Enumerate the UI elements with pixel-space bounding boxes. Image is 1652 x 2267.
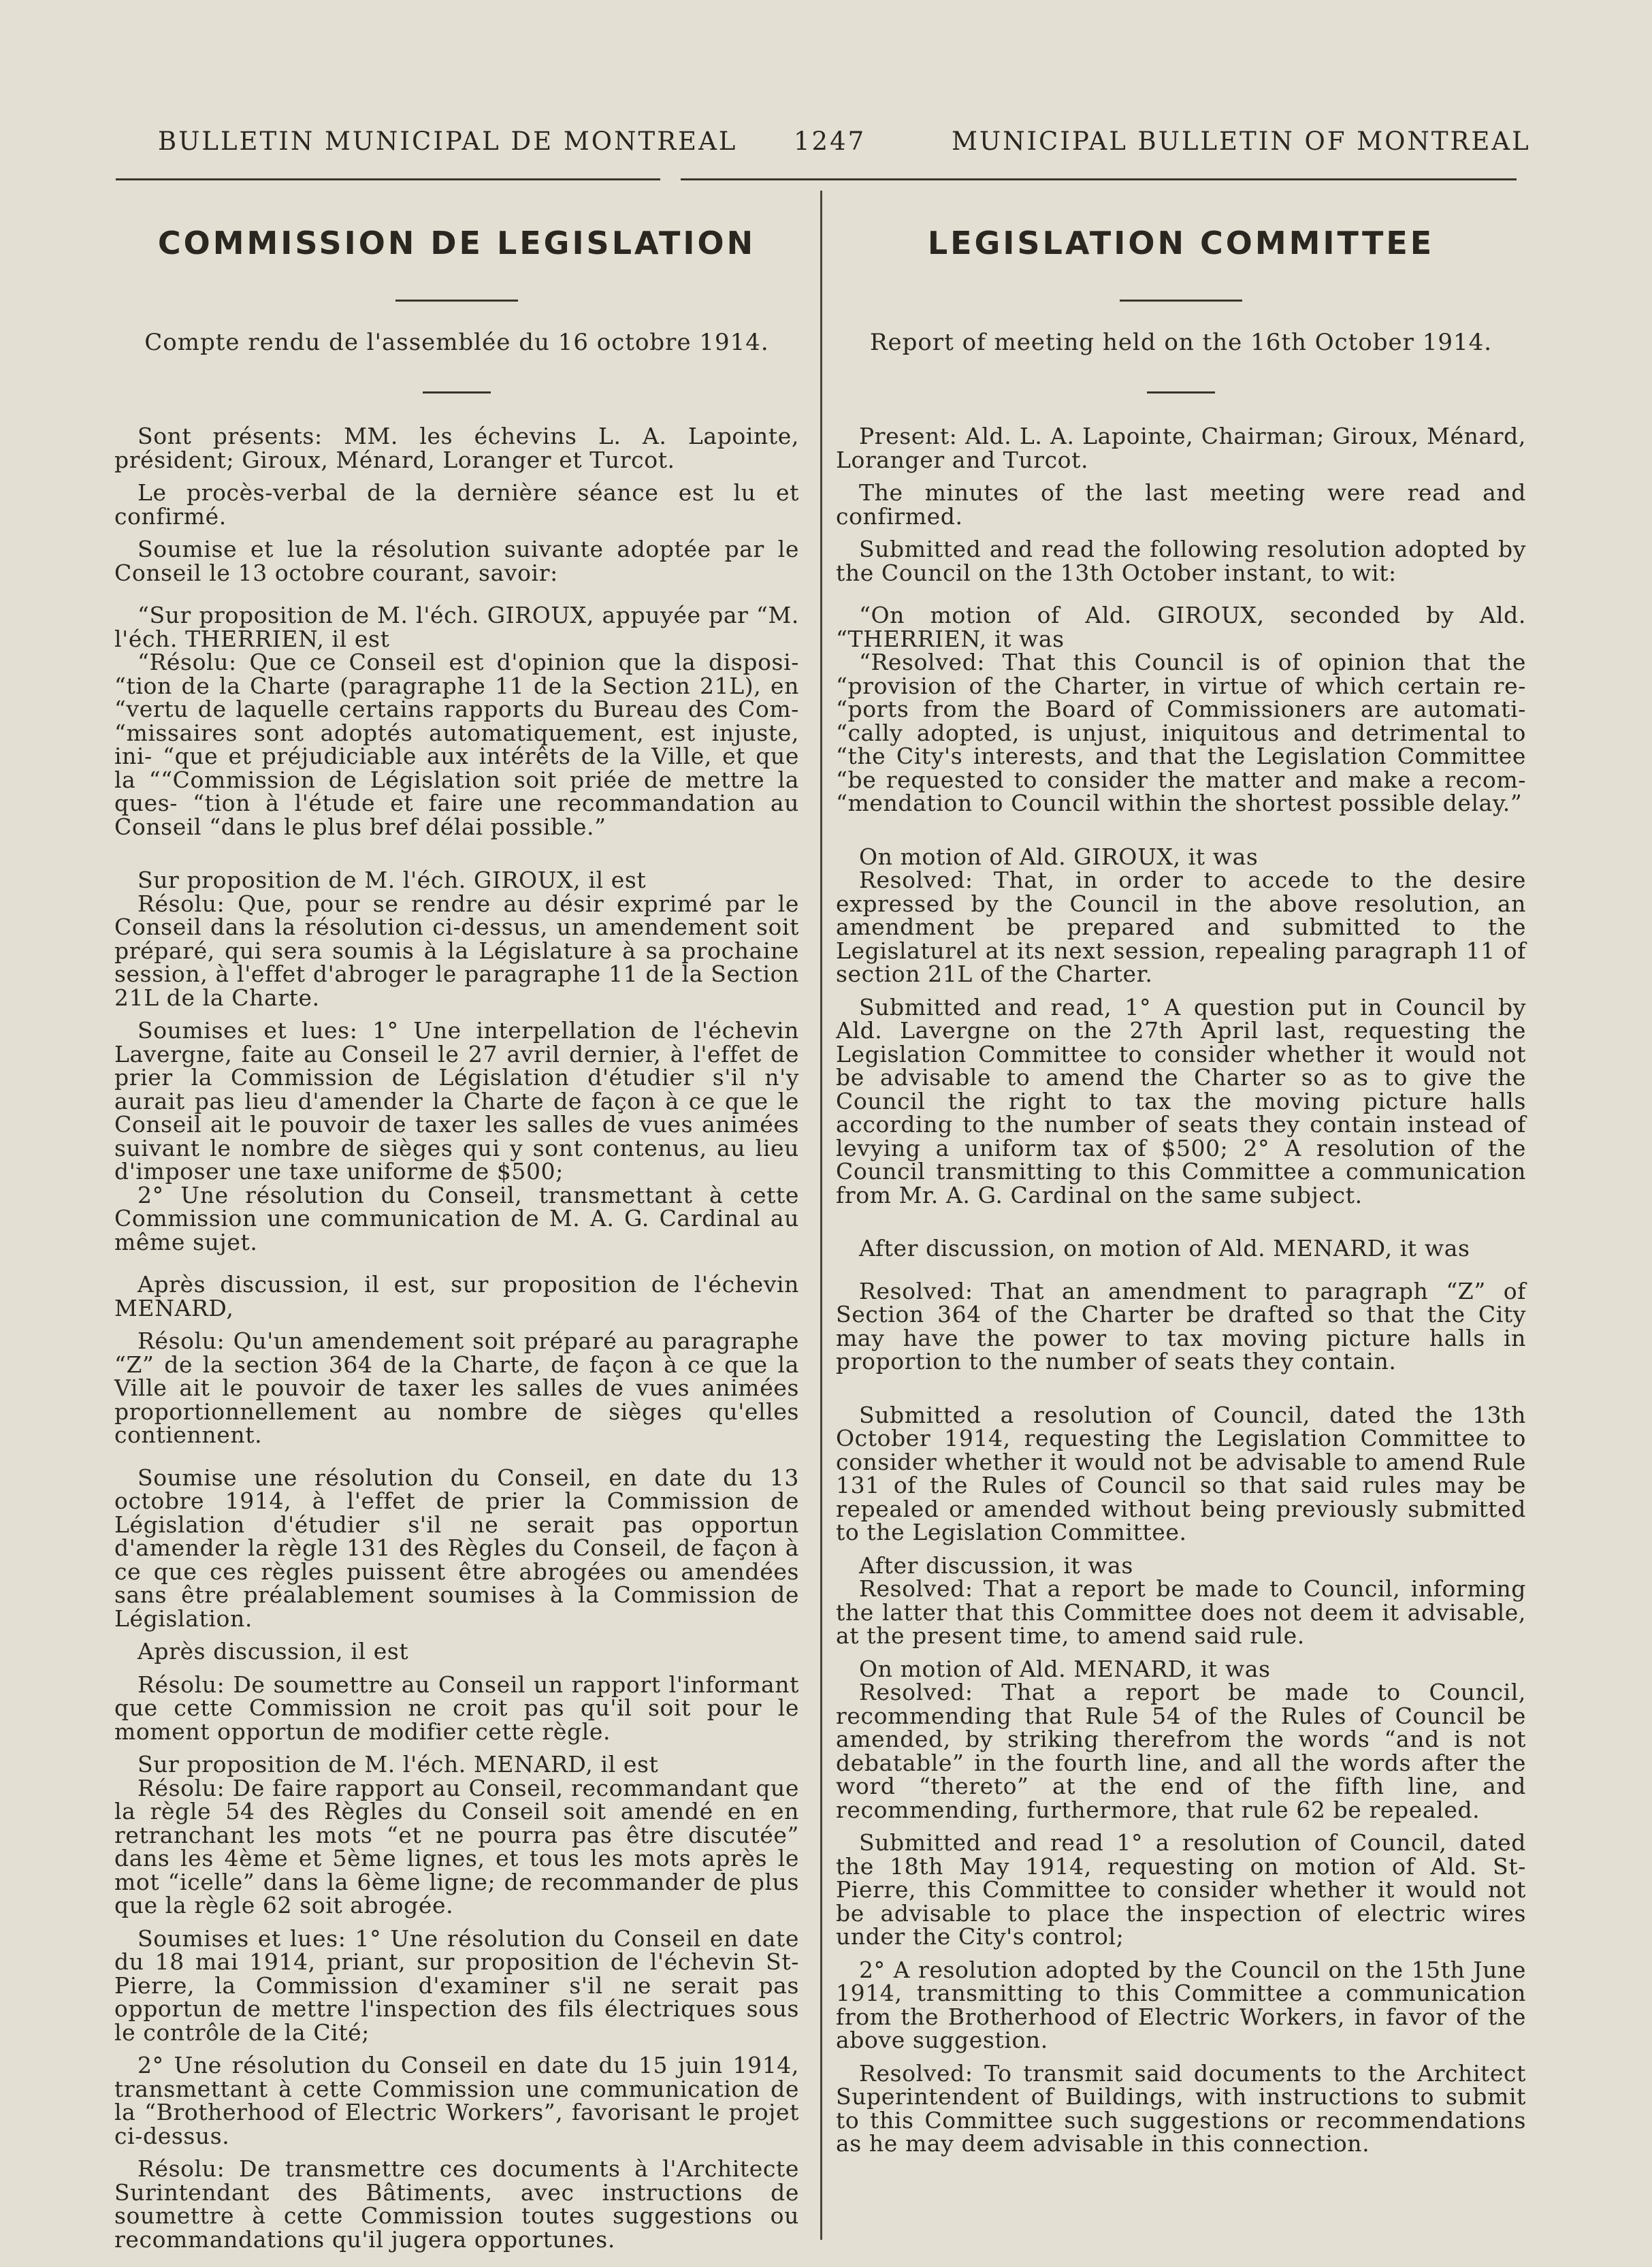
paragraph: After discussion, on motion of Ald. MENARD, it was	[859, 1235, 1470, 1261]
paragraph: “Sur proposition de M. l'éch. GIROUX, appuyée par “M. l'éch. THERRIEN, il est	[114, 602, 799, 652]
english-column	[836, 204, 1526, 2156]
header-left: BULLETIN MUNICIPAL DE MONTREAL	[158, 127, 738, 156]
paragraph: Résolu: Que, pour se rendre au désir exprimé par le Conseil dans la résolution ci-dessus, un amendement soit préparé, qui sera soumis à la Législature à sa prochaine session, à l'effet d'abroger le paragraphe 11 de la Section 21L de la Charte.	[114, 890, 799, 1011]
paragraph: Submitted and read 1° a resolution of Council, dated the 18th May 1914, requesting on motion of Ald. St-Pierre, this Committee to consider whether it would not be advisable to place the inspection of electric wires under the City's control;	[836, 1829, 1526, 1950]
page-number: 1247	[794, 127, 867, 156]
paragraph: Soumises et lues: 1° Une résolution du Conseil en date du 18 mai 1914, priant, sur proposition de l'échevin St-Pierre, la Commission d'examiner s'il ne serait pas opportun de mettre l'inspection des fils électriques sous le contrôle de la Cité;	[114, 1925, 799, 2046]
paragraph: After discussion, it was	[859, 1551, 1133, 1579]
title-rule	[395, 300, 518, 302]
paragraph: “Resolved: That this Council is of opinion that the “provision of the Charter, in virtue of which certain re- “ports from the Board of Commissioners are automati- “cally adopted, is unjust, iniquitous and detrimental to “the City's interests, and that the Legislation Committee “be requested to consider the matter and make a recom- “mendation to Council within the shortest possible delay.”	[836, 649, 1526, 816]
paragraph: The minutes of the last meeting were read and confirmed.	[836, 479, 1526, 530]
paragraph: Submitted and read the following resolution adopted by the Council on the 13th October instant, to wit:	[836, 536, 1526, 586]
paragraph: Résolu: Qu'un amendement soit préparé au paragraphe “Z” de la section 364 de la Charte, de façon à ce que la Ville ait le pouvoir de taxer les salles de vues animées proportionnellement au nombre de sièges qu'elles contiennent.	[114, 1328, 799, 1448]
paragraph: Resolved: That, in order to accede to the desire expressed by the Council in the above resolution, an amendment be prepared and submitted to the Legislaturel at its next session, repealing paragraph 11 of section 21L of the Charter.	[836, 867, 1526, 987]
paragraph: 2° A resolution adopted by the Council on the 15th June 1914, transmitting to this Committee a communication from the Brotherhood of Electric Workers, in favor of the above suggestion.	[836, 1956, 1526, 2053]
paragraph: Resolved: To transmit said documents to the Architect Superintendent of Buildings, with instructions to submit to this Committee such suggestions or recommendations as he may deem advisable in this connection.	[836, 2059, 1526, 2157]
paragraph: Résolu: De faire rapport au Conseil, recommandant que la règle 54 des Règles du Conseil soit amendé en en retranchant les mots “et ne pourra pas être discutée” dans les 4ème et 5ème lignes, et tous les mots après le mot “icelle” dans la 6ème ligne; de recommander de plus que la règle 62 soit abrogée.	[114, 1774, 799, 1918]
paragraph: Après discussion, il est, sur proposition de l'échevin MENARD,	[114, 1271, 799, 1321]
paragraph: Resolved: That an amendment to paragraph “Z” of Section 364 of the Charter be drafted so that the City may have the power to tax moving picture halls in proportion to the number of seats they contain.	[836, 1277, 1526, 1374]
header-right: MUNICIPAL BULLETIN OF MONTREAL	[952, 127, 1531, 156]
paragraph: On motion of Ald. MENARD, it was	[859, 1655, 1271, 1682]
paragraph: Resolved: That a report be made to Council, informing the latter that this Committee does not deem it advisable, at the present time, to amend said rule.	[836, 1575, 1526, 1649]
paragraph: “Résolu: Que ce Conseil est d'opinion que la disposi- “tion de la Charte (paragraphe 11 de la Section 21L), en “vertu de laquelle certains rapports du Bureau des Com- “missaires sont adoptés automatiquement, est injuste, ini- “que et préjudiciable aux intérêts de la Ville, et que la ““Commission de Législation soit priée de mettre la ques- “tion à l'étude et faire une recommandation au Conseil “dans le plus bref délai possible.”	[114, 649, 799, 840]
paragraph: On motion of Ald. GIROUX, it was	[859, 843, 1259, 870]
paragraph: Soumise une résolution du Conseil, en date du 13 octobre 1914, à l'effet de prier la Commission de Législation d'étudier s'il ne serait pas opportun d'amender la règle 131 des Règles du Conseil, de façon à ce que ces règles puissent être abrogées ou amendées sans être préalablement soumises à la Commission de Législation.	[114, 1464, 799, 1632]
paragraph: Sur proposition de M. l'éch. MENARD, il est	[137, 1751, 659, 1778]
paragraph: Soumise et lue la résolution suivante adoptée par le Conseil le 13 octobre courant, savoir:	[114, 536, 799, 586]
paragraph: Après discussion, il est	[137, 1638, 409, 1665]
paragraph: Soumises et lues: 1° Une interpellation de l'échevin Lavergne, faite au Conseil le 27 avril dernier, à l'effet de prier la Commission de Législation d'étudier s'il n'y aurait pas lieu d'amender la Charte de façon à ce que le Conseil ait le pouvoir de taxer les salles de vues animées suivant le nombre de sièges qui y sont contenus, au lieu d'imposer une taxe uniforme de $500;	[114, 1017, 799, 1185]
subtitle-rule	[1147, 391, 1215, 393]
paragraph: Sont présents: MM. les échevins L. A. Lapointe, président; Giroux, Ménard, Loranger et Turcot.	[114, 423, 799, 473]
paragraph: Sur proposition de M. l'éch. GIROUX, il est	[137, 867, 647, 893]
paragraph: 2° Une résolution du Conseil, transmettant à cette Commission une communication de M. A. G. Cardinal au même sujet.	[114, 1181, 799, 1255]
header-rule-left	[116, 178, 660, 180]
french-title: COMMISSION DE LEGISLATION	[157, 225, 756, 261]
paragraph: “On motion of Ald. GIROUX, seconded by Ald. “THERRIEN, it was	[836, 602, 1526, 652]
french-subtitle: Compte rendu de l'assemblée du 16 octobre 1914.	[144, 329, 769, 356]
english-subtitle: Report of meeting held on the 16th October 1914.	[869, 329, 1493, 356]
paragraph: Submitted a resolution of Council, dated the 13th October 1914, requesting the Legislation Committee to consider whether it would not be advisable to amend Rule 131 of the Rules of Council so that said rules may be repealed or amended without being previously submitted to the Legislation Committee.	[836, 1401, 1526, 1545]
subtitle-rule	[423, 391, 491, 393]
column-divider	[820, 191, 822, 2240]
running-header	[0, 123, 1652, 163]
paragraph: Le procès-verbal de la dernière séance est lu et confirmé.	[114, 479, 799, 530]
english-title: LEGISLATION COMMITTEE	[927, 225, 1435, 261]
paragraph: Submitted and read, 1° A question put in Council by Ald. Lavergne on the 27th April last, requesting the Legislation Committee to consider whether it would not be advisable to amend the Charter so as to give the Council the right to tax the moving picture halls according to the number of seats they contain instead of levying a uniform tax of $500; 2° A resolution of the Council transmitting to this Committee a communication from Mr. A. G. Cardinal on the same subject.	[836, 993, 1526, 1208]
french-column	[114, 204, 799, 2251]
paragraph: Résolu: De transmettre ces documents à l'Architecte Surintendant des Bâtiments, avec instructions de soumettre à cette Commission toutes suggestions ou recommandations qu'il jugera opportunes.	[114, 2155, 799, 2253]
header-rule-right	[681, 178, 1517, 180]
paragraph: Résolu: De soumettre au Conseil un rapport l'informant que cette Commission ne croit pas qu'il soit pour le moment opportun de modifier cette règle.	[114, 1671, 799, 1745]
paragraph: 2° Une résolution du Conseil en date du 15 juin 1914, transmettant à cette Commission une communication de la “Brotherhood of Electric Workers”, favorisant le projet ci-dessus.	[114, 2052, 799, 2149]
paragraph: Present: Ald. L. A. Lapointe, Chairman; Giroux, Ménard, Loranger and Turcot.	[836, 423, 1526, 473]
paragraph: Resolved: That a report be made to Council, recommending that Rule 54 of the Rules of Council be amended, by striking therefrom the words “and is not debatable” in the fourth line, and all the words after the word “thereto” at the end of the fifth line, and recommending, furthermore, that rule 62 be repealed.	[836, 1679, 1526, 1823]
title-rule	[1120, 300, 1242, 302]
